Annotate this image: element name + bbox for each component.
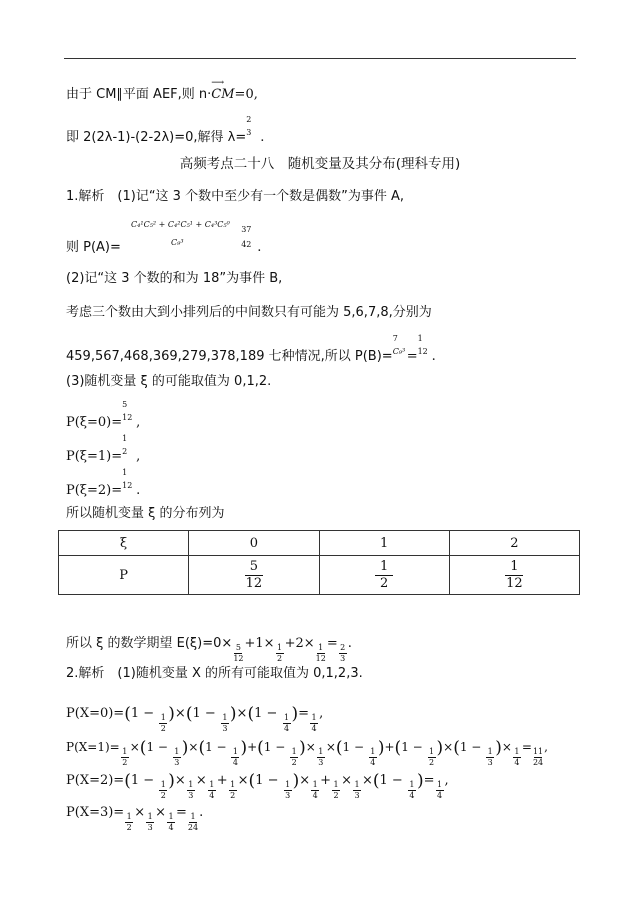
table-cell: 0 [189, 531, 319, 556]
denominator: C₉³ [171, 238, 184, 247]
fraction [245, 560, 263, 592]
px1-line: P(X=1)= $\frac{1}{2}$ ×(1 − $\frac{1}{3}$ )×(1 − $\frac{1}{4}$ )+(1 − $\frac{1}{2}$ )× $\frac{1}{3}$ ×(1 − $\frac{1}{4}$ )+(1 − $\frac{1}{2}$ )×(1 − $\frac{1}{3}$ )× $\frac{1}{4}$ = $\frac{11}{24}$ , [66, 738, 548, 767]
numerator: C₄¹C₅² + C₄²C₅¹ + C₄³C₅⁰ [131, 220, 230, 229]
numerator: 5 [249, 558, 259, 574]
text: 即 2(2λ-1)-(2-2λ)=0,解得 λ= [66, 130, 247, 145]
dist-intro: 所以随机变量 ξ 的分布列为 [66, 506, 225, 521]
denominator: 12 [417, 347, 428, 356]
pa-value [241, 225, 257, 251]
top-rule [64, 58, 576, 59]
numerator: 2 [246, 115, 252, 124]
text: 459,567,468,369,279,378,189 七种情况,所以 P(B)= [66, 349, 393, 364]
text-line-cm-parallel [66, 78, 258, 102]
text: 则 P(A)= [66, 240, 121, 255]
denominator: 3 [246, 128, 252, 137]
table-cell [449, 556, 579, 595]
fraction [375, 560, 393, 592]
text: P(X=3)= [66, 805, 125, 820]
text-line-lambda: 即 2(2λ-1)-(2-2λ)=0,解得 λ= 2 3 . [66, 115, 265, 145]
denominator: 2 [379, 576, 389, 591]
numerator: 1 [510, 558, 519, 574]
denominator: 2 [122, 447, 128, 456]
numerator: 5 [122, 400, 128, 409]
text: P(X=2)= [66, 773, 125, 788]
vector-cm: ⟶ CM [211, 78, 235, 102]
text: = [326, 636, 338, 651]
denominator: 12 [122, 481, 133, 490]
table-cell [319, 556, 449, 595]
q1-part3: (3)随机变量 ξ 的可能取值为 0,1,2. [66, 374, 272, 389]
table-cell: ξ [59, 531, 189, 556]
vector-label: CM [211, 87, 235, 102]
table-cell: 2 [449, 531, 579, 556]
pb-fraction [392, 334, 407, 360]
fraction [122, 400, 136, 426]
section-heading: 高频考点二十八 随机变量及其分布(理科专用) [179, 156, 461, 172]
px0-line: P(X=0)=(1 − $\frac{1}{2}$ )×(1 − $\frac{1}{3}$ )×(1 − $\frac{1}{4}$ )= $\frac{1}{4}$ , [66, 704, 324, 733]
text: P(X=1)= [66, 740, 120, 754]
denominator: 12 [122, 413, 133, 422]
q1-intro: 1.解析 (1)记“这 3 个数中至少有一个数是偶数”为事件 A, [66, 189, 404, 204]
denominator: 42 [241, 240, 252, 249]
text: P(ξ=2)= [66, 483, 123, 498]
denominator: 12 [506, 576, 523, 591]
text: =0, [234, 87, 258, 102]
distribution-table [58, 530, 580, 595]
q1-part2: (2)记“这 3 个数的和为 18”为事件 B, [66, 271, 283, 286]
text: P(ξ=1)= [66, 449, 123, 464]
fraction [122, 468, 136, 494]
denominator: C₉³ [392, 347, 406, 356]
px2-line: P(X=2)=(1 − $\frac{1}{2}$ )× $\frac{1}{3}$ × $\frac{1}{4}$ + $\frac{1}{2}$ ×(1 − $\frac{1}{3}$ )× $\frac{1}{4}$ + $\frac{1}{2}$ × $\frac{1}{3}$ ×(1 − $\frac{1}{4}$ )= $\frac{1}{4}$ , [66, 771, 449, 800]
table-cell [189, 556, 319, 595]
text: 由于 CM∥平面 AEF,则 n· [66, 87, 212, 102]
p-xi-2: P(ξ=2)= 1 12 . [66, 468, 141, 498]
pb-value [417, 334, 432, 360]
q2-intro: 2.解析 (1)随机变量 X 的所有可能取值为 0,1,2,3. [66, 666, 363, 681]
numerator: 2 [340, 643, 346, 652]
pb-line: 459,567,468,369,279,378,189 七种情况,所以 P(B)= 7 C₉³ = 1 12 . [66, 334, 436, 364]
text: 所以 ξ 的数学期望 E(ξ)=0× [66, 636, 233, 651]
p-xi-1: P(ξ=1)= 1 2 , [66, 434, 141, 464]
text: P(X=0)= [66, 706, 125, 721]
p-xi-0: P(ξ=0)= 5 12 , [66, 400, 141, 430]
numerator: 37 [241, 225, 252, 234]
px3-line: P(X=3)= $\frac{1}{2}$ × $\frac{1}{3}$ × $\frac{1}{4}$ = $\frac{1}{24}$ . [66, 805, 204, 832]
numerator: 1 [417, 334, 423, 343]
numerator: 1 [122, 434, 128, 443]
table-cell: P [59, 556, 189, 595]
denominator: 12 [245, 576, 263, 591]
text: P(ξ=0)= [66, 415, 123, 430]
fraction [122, 434, 136, 460]
table-row [59, 556, 580, 595]
table-header-row [59, 531, 580, 556]
fraction [505, 560, 523, 592]
denominator: 3 [340, 654, 346, 663]
table-cell: 1 [319, 531, 449, 556]
numerator: 1 [122, 468, 128, 477]
numerator: 7 [392, 334, 398, 343]
fraction [246, 115, 260, 141]
expectation-line: 所以 ξ 的数学期望 E(ξ)=0× $\frac{5}{12}$ +1× $\frac{1}{2}$ +2× $\frac{1}{12}$ = $\frac{2}{3}$ . [66, 636, 352, 663]
pa-line: 则 P(A)= C₄¹C₅² + C₄²C₅¹ + C₄³C₅⁰ C₉³ 37 42 . [66, 220, 262, 255]
numerator: 1 [379, 558, 389, 574]
q1-part2-consider: 考虑三个数由大到小排列后的中间数只有可能为 5,6,7,8,分别为 [66, 305, 432, 320]
